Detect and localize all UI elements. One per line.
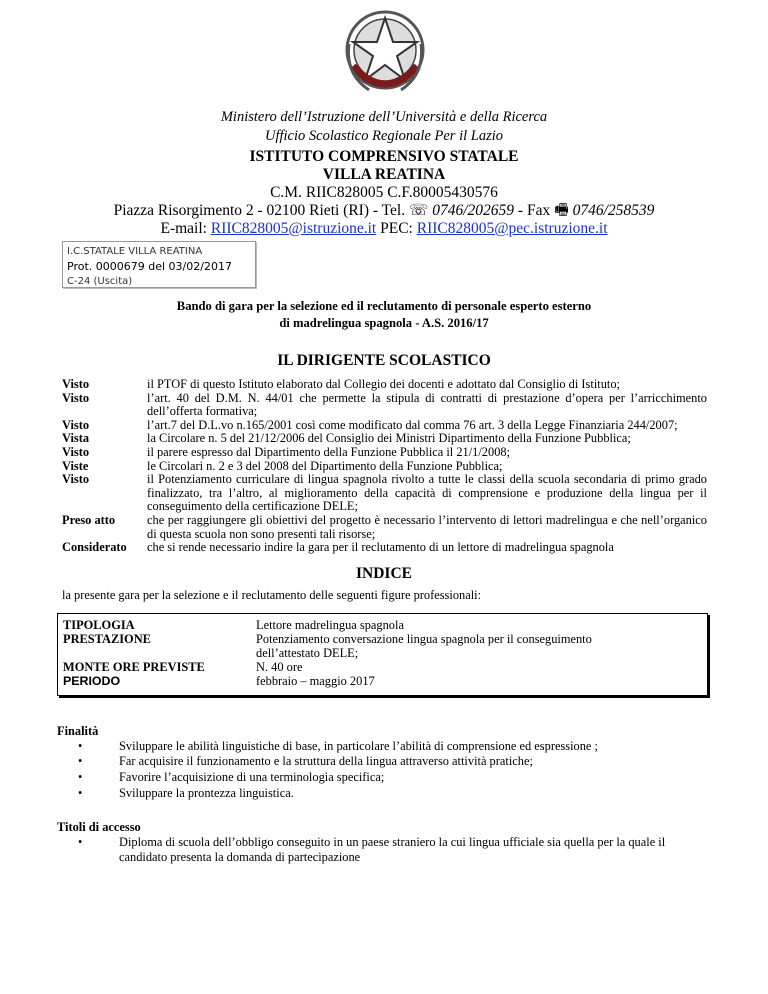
stamp-school: I.C.STATALE VILLA REATINA	[67, 246, 203, 257]
fax: 0746/258539	[572, 202, 655, 219]
premise-text: il PTOF di questo Istituto elaborato dal Collegio dei docenti e adottato dal Consiglio di Istituto;	[147, 377, 620, 391]
premise-text: l’art. 40 del D.M. N. 44/01 che permette la stipula di contratti di prestazione d’opera per l’arricchimento dell’offerta formativa;	[147, 390, 707, 419]
premise-text: l’art.7 del D.L.vo n.165/2001 così come modificato dal comma 76 art. 3 della Legge Finanziaria 244/2007;	[147, 417, 678, 432]
premise-row	[62, 514, 768, 541]
bando-title	[0, 298, 768, 332]
premise-label: Visto	[62, 390, 90, 405]
premise-row	[62, 446, 768, 460]
table-keys	[63, 618, 256, 691]
premise-row	[62, 419, 768, 433]
premise-text: il Potenziamento curriculare di lingua spagnola rivolto a tutte le classi della scuola secondaria di primo grado finalizzato, tra l’altro, al miglioramento della capacità di comprensione e produzione della lingua per il conseguimento della certificazione DELE;	[147, 472, 707, 514]
value-periodo: febbraio – maggio 2017	[256, 673, 375, 688]
ministry-line: Ministero dell’Istruzione dell’Università e della Ricerca	[220, 109, 548, 125]
premises-list	[62, 378, 768, 555]
premise-row	[62, 432, 768, 446]
school-name: VILLA REATINA	[322, 166, 446, 183]
finalita-item: • Favorire l’acquisizione di una terminologia specifica;	[57, 770, 707, 786]
address: Piazza Risorgimento 2 - 02100 Rieti (RI) - Tel.	[113, 202, 409, 219]
stamp-category: C-24 (Uscita)	[67, 276, 133, 287]
premise-text: che per raggiungere gli obiettivi del progetto è necessario l’intervento di lettori madrelingua e che nell’organico di questa scuola non sono presenti tali risorse;	[147, 512, 707, 541]
premise-label: Considerato	[62, 540, 127, 555]
premise-text: la Circolare n. 5 del 21/12/2006 del Consiglio dei Ministri Dipartimento della Funzione Pubblica;	[147, 431, 631, 446]
titoli-item: • Diploma di scuola dell’obbligo conseguito in un paese straniero la cui lingua ufficiale sia quella per la quale il candidato presenta la domanda di partecipazione	[57, 835, 707, 866]
premise-text: le Circolari n. 2 e 3 del 2008 del Dipartimento della Funzione Pubblica;	[147, 458, 503, 473]
intro-text: la presente gara per la selezione e il reclutamento delle seguenti figure professionali:	[62, 587, 482, 602]
premise-label: Vista	[62, 431, 90, 446]
premise-text: che si rende necessario indire la gara per il reclutamento di un lettore di madrelingua spagnola	[147, 540, 614, 555]
fax-label: - Fax	[514, 202, 555, 219]
pec-link[interactable]: RIIC828005@pec.istruzione.it	[416, 220, 608, 237]
key-monte-ore: MONTE ORE PREVISTE	[63, 659, 205, 674]
premise-row	[62, 473, 768, 514]
value-tipologia: Lettore madrelingua spagnola	[256, 617, 404, 632]
position-table	[57, 613, 708, 696]
school-codes: C.M. RIIC828005 C.F.80005430576	[270, 184, 498, 201]
email-label: E-mail:	[160, 220, 211, 237]
value-monte-ore: N. 40 ore	[256, 659, 303, 674]
phone: 0746/202659	[432, 202, 515, 219]
premise-text: il parere espresso dal Dipartimento della Funzione Pubblica il 21/1/2008;	[147, 444, 511, 459]
italian-republic-emblem	[339, 4, 431, 100]
office-line: Ufficio Scolastico Regionale Per il Lazio	[264, 128, 503, 144]
titoli-title: Titoli di accesso	[57, 819, 141, 834]
finalita-item: • Sviluppare la prontezza linguistica.	[57, 786, 707, 802]
premise-label: Visto	[62, 417, 90, 432]
key-prestazione: PRESTAZIONE	[63, 631, 151, 646]
stamp-protocol: Prot. 0000679 del 03/02/2017	[67, 260, 232, 273]
bando-title-line1: Bando di gara per la selezione ed il reclutamento di personale esperto esterno	[176, 299, 592, 313]
titoli-section	[57, 819, 707, 866]
pec-label: PEC:	[376, 220, 417, 237]
fax-icon: 🖷	[554, 202, 573, 219]
premise-row	[62, 378, 768, 392]
premise-label: Preso atto	[62, 512, 116, 527]
finalita-item: • Sviluppare le abilità linguistiche di base, in particolare l’abilità di comprensione ed espressione ;	[57, 739, 707, 755]
school-type: ISTITUTO COMPRENSIVO STATALE	[249, 148, 519, 165]
value-prestazione: Potenziamento conversazione lingua spagnola per il conseguimento dell’attestato DELE;	[256, 631, 592, 660]
document-body	[0, 378, 768, 866]
key-tipologia: TIPOLOGIA	[63, 617, 135, 632]
protocol-stamp	[62, 241, 256, 288]
key-periodo: PERIODO	[63, 673, 121, 688]
premise-row	[62, 460, 768, 474]
bando-title-line2: di madrelingua spagnola - A.S. 2016/17	[279, 316, 489, 330]
table-values	[256, 618, 646, 691]
finalita-item: • Far acquisire il funzionamento e la struttura della lingua attraverso attività pratiche;	[57, 754, 707, 770]
indice-heading: INDICE	[356, 564, 412, 582]
phone-icon: ☏	[408, 202, 433, 219]
dirigente-heading: IL DIRIGENTE SCOLASTICO	[277, 352, 491, 369]
premise-label: Viste	[62, 458, 89, 473]
premise-label: Visto	[62, 472, 90, 487]
premise-label: Visto	[62, 377, 90, 391]
finalita-section	[57, 723, 707, 802]
premise-row	[62, 392, 768, 419]
email-line	[0, 220, 768, 238]
premise-row	[62, 541, 768, 555]
titoli-list	[57, 835, 707, 866]
finalita-title: Finalità	[57, 723, 99, 738]
premise-label: Visto	[62, 444, 90, 459]
email-link[interactable]: RIIC828005@istruzione.it	[210, 220, 377, 237]
finalita-list	[57, 739, 707, 802]
address-line	[0, 202, 768, 220]
